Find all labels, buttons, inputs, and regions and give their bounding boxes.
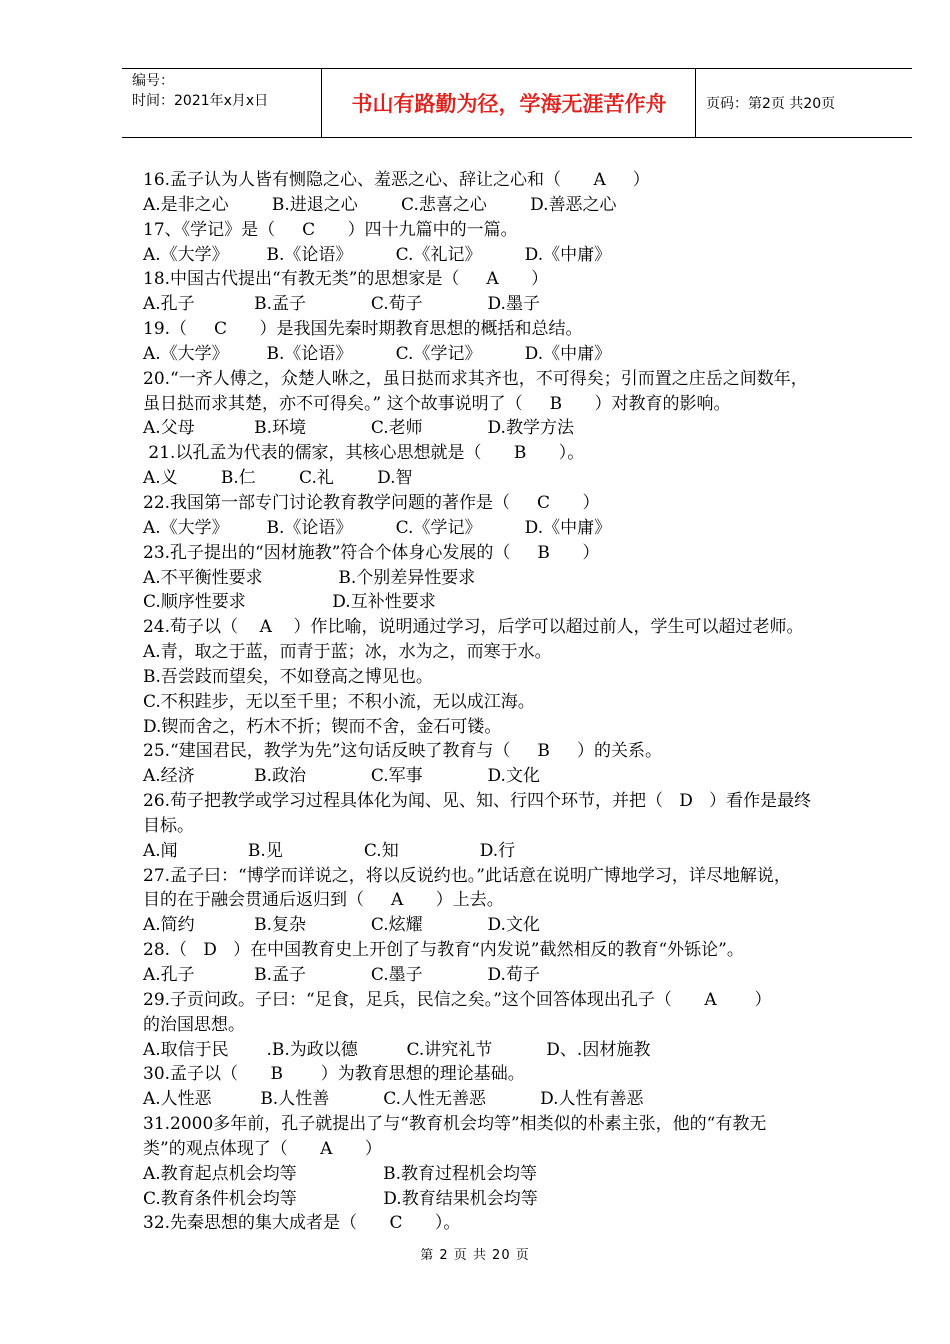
question-line: A.孔子 B.孟子 C.墨子 D.荀子 (143, 965, 540, 985)
document-number-label: 编号： (132, 73, 174, 89)
question-line: A.父母 B.环境 C.老师 D.教学方法 (143, 418, 574, 439)
question-line: C.顺序性要求 D.互补性要求 (143, 592, 436, 613)
question-line: 31.2000多年前，孔子就提出了与“教育机会均等”相类似的朴素主张，他的“有教无 (143, 1114, 767, 1135)
question-line: A.《大学》 B.《论语》 C.《礼记》 D.《中庸》 (143, 244, 612, 265)
question-line: A.不平衡性要求 B.个别差异性要求 (143, 567, 476, 588)
question-line: 16.孟子认为人皆有恻隐之心、羞恶之心、辞让之心和（ A ） (143, 170, 650, 190)
question-line: 21.以孔孟为代表的儒家，其核心思想就是（ B ）。 (143, 443, 585, 464)
question-line: A.《大学》 B.《论语》 C.《学记》 D.《中庸》 (143, 517, 612, 538)
question-line: 17、《学记》是（ C ）四十九篇中的一篇。 (143, 219, 518, 240)
header-meta (122, 69, 322, 137)
question-line: 18.中国古代提出“有教无类”的思想家是（ A ） (143, 269, 549, 290)
question-line: 22.我国第一部专门讨论教育教学问题的著作是（ C ） (143, 492, 600, 513)
question-line: 20.“一齐人傅之，众楚人咻之，虽日挞而求其齐也，不可得矣；引而置之庄岳之间数年， (143, 368, 808, 389)
question-line: 29.子贡问政。子曰：“足食，足兵，民信之矣。”这个回答体现出孔子（ A ） (143, 989, 772, 1010)
question-line: A.是非之心 B.进退之心 C.悲喜之心 D.善恶之心 (143, 194, 617, 215)
question-line: 类”的观点体现了（ A ） (143, 1138, 382, 1159)
question-line: A.《大学》 B.《论语》 C.《学记》 D.《中庸》 (143, 343, 612, 364)
page-header (122, 68, 912, 138)
question-line: A.青，取之于蓝，而青于蓝；冰，水为之，而寒于水。 (143, 642, 552, 663)
question-line: A.闻 B.见 C.知 D.行 (143, 840, 516, 861)
question-list (143, 168, 903, 1236)
question-line: 24.荀子以（ A ）作比喻，说明通过学习，后学可以超过前人，学生可以超过老师。 (143, 617, 804, 638)
page-footer: 第 2 页 共 20 页 (420, 1248, 530, 1263)
document-time-label: 时间：2021年x月x日 (132, 93, 269, 109)
question-line: 27.孟子曰：“博学而详说之，将以反说约也。”此话意在说明广博地学习，详尽地解说， (143, 865, 791, 886)
question-line: A.经济 B.政治 C.军事 D.文化 (143, 766, 540, 787)
question-line: C.不积跬步，无以至千里；不积小流，无以成江海。 (143, 691, 535, 712)
question-line: A.人性恶 B.人性善 C.人性无善恶 D.人性有善恶 (143, 1089, 644, 1110)
question-line: C.教育条件机会均等 D.教育结果机会均等 (143, 1188, 538, 1209)
question-line: A.孔子 B.孟子 C.荀子 D.墨子 (143, 294, 540, 315)
question-line: 目标。 (143, 815, 194, 836)
question-line: 19.（ C ）是我国先秦时期教育思想的概括和总结。 (143, 319, 583, 340)
header-page-label: 页码：第2页 共20页 (706, 96, 836, 112)
question-line: D.锲而舍之，朽木不折；锲而不舍，金石可镂。 (143, 716, 502, 737)
question-line: A.取信于民 .B.为政以德 C.讲究礼节 D、.因材施教 (143, 1039, 651, 1060)
question-line: 28.（ D ）在中国教育史上开创了与教育“内发说”截然相反的教育“外铄论”。 (143, 940, 744, 961)
question-line: B.吾尝跂而望矣，不如登高之博见也。 (143, 666, 433, 687)
question-line: 32.先秦思想的集大成者是（ C ）。 (143, 1213, 461, 1234)
question-line: 26.荀子把教学或学习过程具体化为闻、见、知、行四个环节，并把（ D ）看作是最终 (143, 791, 812, 812)
question-line: A.教育起点机会均等 B.教育过程机会均等 (143, 1163, 538, 1184)
question-line: A.义 B.仁 C.礼 D.智 (143, 468, 413, 489)
question-line: 目的在于融会贯通后返归到（ A ）上去。 (143, 890, 504, 911)
question-line: 30.孟子以（ B ）为教育思想的理论基础。 (143, 1064, 525, 1085)
question-line: 23.孔子提出的“因材施教”符合个体身心发展的（ B ） (143, 542, 600, 563)
header-motto: 书山有路勤为径，学海无涯苦作舟 (323, 69, 696, 137)
question-line: 25.“建国君民，教学为先”这句话反映了教育与（ B ）的关系。 (143, 741, 662, 762)
question-line: 虽日挞而求其楚，亦不可得矣。” 这个故事说明了（ B ）对教育的影响。 (143, 393, 731, 414)
question-line: A.简约 B.复杂 C.炫耀 D.文化 (143, 915, 540, 936)
question-line: 的治国思想。 (143, 1014, 245, 1035)
